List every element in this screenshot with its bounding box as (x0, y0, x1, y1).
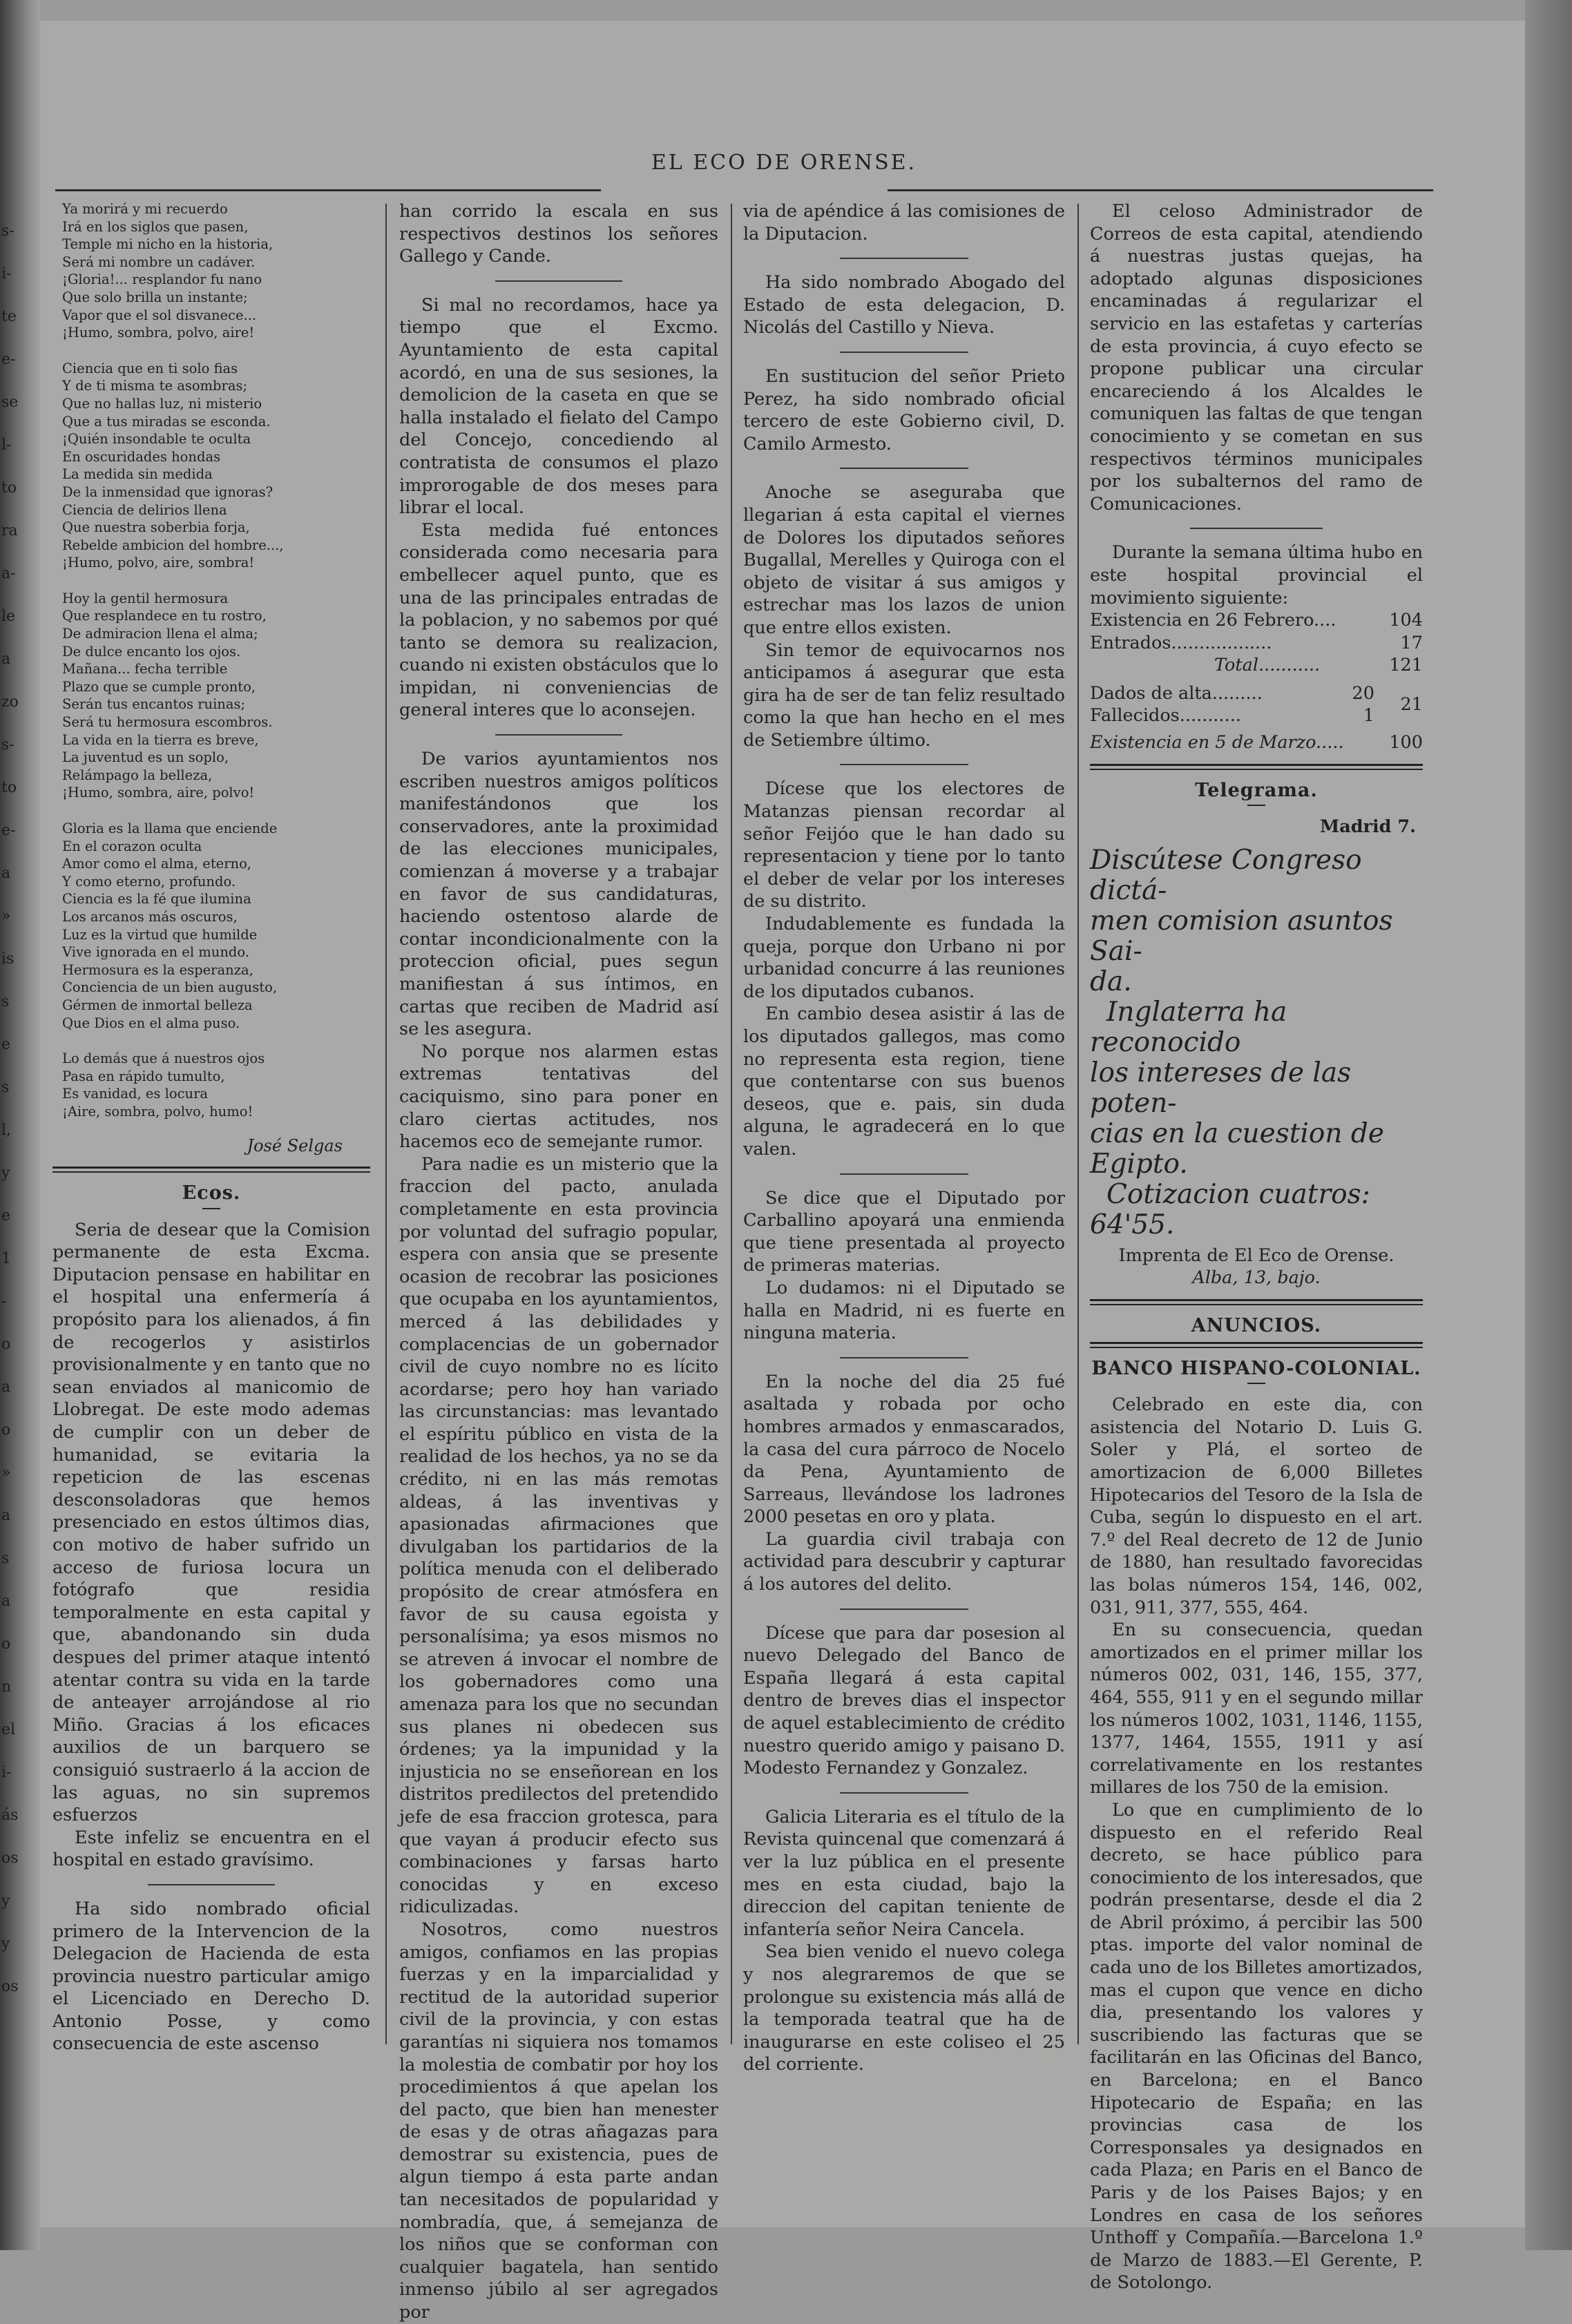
column-1 (52, 200, 370, 2055)
row-value: 104 (1389, 610, 1423, 631)
poem-line: Gloria es la llama que enciende (62, 820, 278, 836)
imprenta-line: Imprenta de El Eco de Orense. (1118, 1245, 1394, 1266)
title-dash (202, 1208, 220, 1209)
poem-line: Ciencia que en ti solo fias (62, 360, 238, 376)
binding-fragment: a (1, 1593, 11, 1610)
advert-paragraph: Celebrado en este dia, con asistencia del Notario D. Luis G. Soler y Plá, el sorteo de amortizacion de 6,000 Billetes Hipotecarios del Tesoro de la Isla de Cuba, según lo dispuesto en el art. 7.º del Real decreto de 12 de Junio de 1880, han resultado favorecidas las bolas números 154, 146, 002, 031, 911, 377, 555, 464. (1090, 1394, 1423, 1618)
column-rule-1 (385, 204, 387, 2044)
poem-line: Pasa en rápido tumulto, (62, 1068, 225, 1084)
binding-fragment: y (1, 1164, 10, 1182)
row-value: 20 (1352, 682, 1374, 704)
binding-fragment: » (1, 907, 11, 925)
article-paragraph: Anoche se aseguraba que llegarian á esta capital el viernes de Dolores los diputados señores Bugallal, Merelles y Quiroga con el objeto de visitar á sus amigos y estrechar mas los lazos de union que entre ellos existen. (743, 482, 1065, 638)
telegrama-body (1090, 845, 1423, 1240)
poem-line: Y de ti misma te asombras; (62, 378, 248, 394)
article-paragraph: El celoso Administrador de Correos de esta capital, atendiendo á nuestras justas quejas, ha adoptado algunas disposiciones encaminadas á regularizar el servicio en las estafetas y carterías de esta provincia, á cuyo efecto se propone publicar una circular encareciendo á los Alcaldes le comuniquen las faltas de que tengan conocimiento y se cometan en sus respectivos términos municipales por los subalternos del ramo de Comunicaciones. (1090, 201, 1423, 515)
binding-fragment: » (1, 1464, 11, 1481)
telegrama-line: Discútese Congreso dictá- (1090, 844, 1362, 906)
binding-fragment: e (1, 1207, 11, 1225)
binding-fragment: to (1, 779, 17, 796)
article-paragraph: Se dice que el Diputado por Carballino apoyará una enmienda que tiene presentada al proyecto de primeras materias. (743, 1187, 1065, 1276)
poem-line: En el corazon oculta (62, 838, 202, 854)
binding-fragment: se (1, 394, 19, 411)
article-separator (495, 280, 623, 282)
article-paragraph: No porque nos alarmen estas extremas tentativas del caciquismo, sino para poner en claro ciertas actitudes, nos hacemos eco de semejante rumor. (399, 1041, 718, 1153)
poem-line: Relámpago la belleza, (62, 767, 213, 783)
article-paragraph: Seria de desear que la Comision permanente de esta Excma. Diputacion pensase en habilitar en el hospital una enfermería á propósito para los alienados, á fin de recogerlos y asistirlos provisionalmente y en tanto que no sean enviados al manicomio de Llobregat. De este modo ademas de cumplir con un deber de humanidad, se evitaria la repeticion de las escenas desconsoladoras que hemos presenciado en estos últimos dias, con motivo de haber sufrido un acceso de furiosa locura un fotógrafo que residia temporalmente en esta capital y que, abandonando sin duda despues del primer ataque intentó atentar contra su vida en la tarde de anteayer arrojándose al rio Miño. Gracias á los eficaces auxilios de un barquero se consiguió sustraerlo á la accion de las aguas, no sin supremos esfuerzos (52, 1219, 370, 1826)
binding-fragment: to (1, 479, 17, 497)
page-edge (1525, 0, 1572, 2250)
poem-line: Rebelde ambicion del hombre..., (62, 537, 284, 553)
poem-line: De admiracion llena el alma; (62, 626, 258, 642)
row-label: Total........... (1214, 655, 1321, 676)
article-paragraph: Durante la semana última hubo en este hospital provincial el movimiento siguiente: (1090, 542, 1423, 608)
binding-fragment: a (1, 865, 11, 882)
column-4 (1090, 200, 1423, 2294)
binding-fragment: e- (1, 822, 16, 839)
article-paragraph: via de apéndice á las comisiones de la Diputacion. (743, 201, 1065, 244)
row-label: Existencia en 5 de Marzo..... (1090, 732, 1344, 753)
article-paragraph: La guardia civil trabaja con actividad para descubrir y capturar á los autores del delito. (743, 1528, 1065, 1595)
binding-fragment: zo (1, 693, 19, 711)
article-paragraph: Para nadie es un misterio que la fraccion del pacto, anulada completamente en esta provincia por voluntad del sufragio popular, espera con ansia que se presente ocasion de recobrar las posiciones que ocupaba en los ayuntamientos, merced á las debilidades y complacencias de un gobernador civil de cuyo nombre no es lícito acordarse; pero hoy han variado las circunstancias: mas levantado el espíritu público en vista de la realidad de los hechos, ya no se da crédito, ni en las más remotas aldeas, á las inventivas y apasionadas afirmaciones que divulgaban los partidarios de la política menuda con el deliberado propósito de crear atmósfera en favor de su causa egoista y personalísima; ya esos mismos no se atreven á invocar el nombre de los gobernadores como una amenaza para los que no secundan sus planes ni obedecen sus órdenes; ya la impunidad y la injusticia no se enseñorean en los distritos predilectos del pretendido jefe de esa fraccion grotesca, para que vayan á producir efecto sus combinaciones y farsas harto conocidas y en exceso ridiculizadas. (399, 1153, 718, 1918)
article-paragraph: Dícese que los electores de Matanzas piensan recordar al señor Feijóo que le han dado su representacion y tiene por lo tanto el deber de velar por los intereses de su distrito. (743, 778, 1065, 912)
stanza-gap (52, 342, 370, 360)
telegrama-line: Inglaterra ha reconocido (1090, 996, 1287, 1058)
binding-fragment: os (1, 1850, 19, 1867)
article-paragraph: Dícese que para dar posesion al nuevo Delegado del Banco de España llegará á esta capital dentro de breves dias el inspector de aquel establecimiento de crédito nuestro querido amigo y paisano D. Modesto Fernandez y Gonzalez. (743, 1622, 1065, 1779)
telegrama-line: da. (1090, 966, 1132, 997)
article-separator (840, 1792, 968, 1794)
poem-line: Ciencia de delirios llena (62, 501, 227, 518)
article-paragraph: Esta medida fué entonces considerada como necesaria para embellecer aquel punto, que es una de las principales entradas de la poblacion, y no sabemos por qué tanto se demora su realizacion, cuando ni existen obstáculos que lo impidan, ni conveniencias de general interes que lo aconsejen. (399, 519, 718, 721)
article-paragraph: Sea bien venido el nuevo colega y nos alegraremos de que se prolongue su existencia más allá de la temporada teatral que ha de inaugurarse en este coliseo el 25 del corriente. (743, 1941, 1065, 2075)
article-separator (840, 258, 968, 259)
binding-fragment: s (1, 993, 10, 1010)
poem-line: Vive ignorada en el mundo. (62, 944, 249, 961)
article-paragraph: En sustitucion del señor Prieto Perez, ha sido nombrado oficial tercero de este Gobierno civil, D. Camilo Armesto. (743, 365, 1065, 454)
binding-fragment: i- (1, 1764, 12, 1781)
poem-line: ¡Humo, sombra, polvo, aire! (62, 325, 255, 341)
article-paragraph: Lo dudamos: ni el Diputado se halla en Madrid, ni es fuerte en ninguna materia. (743, 1277, 1065, 1344)
ecos-title: Ecos. (182, 1182, 241, 1204)
article-separator (840, 352, 968, 353)
article-separator (148, 1884, 275, 1885)
poem-line: ¡Aire, sombra, polvo, humo! (62, 1103, 253, 1120)
poem-line: La juventud es un soplo, (62, 749, 229, 766)
telegrama-line: men comision asuntos Sai- (1090, 905, 1393, 967)
poem-line: Temple mi nicho en la historia, (62, 236, 274, 253)
poem-line: Serán tus encantos ruinas; (62, 696, 246, 713)
poem-line: Que a tus miradas se esconda. (62, 413, 271, 430)
section-rule (1090, 764, 1423, 770)
binding-fragment: a (1, 1507, 11, 1524)
poem-line: Que resplandece en tu rostro, (62, 608, 267, 624)
poem-line: ¡Quién insondable te oculta (62, 431, 251, 448)
title-dash (1247, 1383, 1265, 1384)
binding-fragment: s- (1, 736, 15, 753)
poem-line: De dulce encanto los ojos. (62, 643, 241, 660)
article-separator (495, 734, 623, 736)
poem-line: La medida sin medida (62, 466, 213, 483)
article-paragraph: Indudablemente es fundada la queja, porque don Urbano ni por urbanidad concurre á las reuniones de los diputados cubanos. (743, 914, 1065, 1002)
telegrama-line: los intereses de las poten- (1090, 1057, 1352, 1119)
article-paragraph: Ha sido nombrado Abogado del Estado de esta delegacion, D. Nicolás del Castillo y Nieva. (743, 272, 1065, 338)
poem-line: ¡Humo, sombra, aire, polvo! (62, 785, 255, 801)
article-separator (840, 1608, 968, 1610)
binding-fragment: s (1, 1079, 10, 1096)
binding-fragment: l- (1, 436, 12, 454)
article-paragraph: Sin temor de equivocarnos nos anticipamos á asegurar que esta gira ha de ser de tan feliz resultado como la que han hecho en el mes de Setiembre último. (743, 640, 1065, 751)
article-separator (840, 1357, 968, 1358)
hospital-table (1090, 609, 1423, 754)
binding-fragment: n (1, 1678, 12, 1696)
telegrama-title: Telegrama. (1195, 779, 1318, 801)
column-3 (743, 200, 1065, 2076)
binding-fragment: i- (1, 265, 12, 282)
telegrama-line: cias en la cuestion de Egipto. (1090, 1117, 1384, 1180)
binding-fragment: y (1, 1892, 10, 1910)
column-rule-3 (1077, 204, 1079, 2044)
advert-paragraph: En su consecuencia, quedan amortizados en el primer millar los números 002, 031, 146, 155, 377, 464, 555, 911 y en el segundo millar los números 1002, 1031, 1146, 1155, 1377, 1464, 1555, 1911 y así correlativamente en los restantes millares de los 750 de la emision. (1090, 1620, 1423, 1798)
binding-fragment: os (1, 1978, 19, 1995)
row-label: Dados de alta......... (1090, 682, 1263, 704)
binding-fragment: ra (1, 522, 18, 539)
row-label: Fallecidos........... (1090, 705, 1241, 727)
poem-line: ¡Gloria!... resplandor fu nano (62, 271, 262, 288)
section-rule (1090, 1342, 1423, 1348)
article-paragraph: Este infeliz se encuentra en el hospital en estado gravísimo. (52, 1827, 370, 1871)
binding-fragment: a (1, 651, 11, 668)
poem-line: Amor como el alma, eterno, (62, 856, 252, 872)
poem-line: Que nuestra soberbia forja, (62, 519, 250, 536)
poem-line: Irá en los siglos que pasen, (62, 218, 249, 235)
poem-line: Será mi nombre un cadáver. (62, 253, 256, 270)
poem-line: En oscuridades hondas (62, 448, 221, 465)
row-value: 21 (1400, 694, 1423, 716)
section-rule (1090, 1299, 1423, 1305)
article-separator (840, 1173, 968, 1175)
poem-line: Hermosura es la esperanza, (62, 961, 253, 978)
binding-fragment: s- (1, 222, 15, 240)
poem-line: Gérmen de inmortal belleza (62, 997, 253, 1013)
poem-line: La vida en la tierra es breve, (62, 731, 259, 748)
poem-line: Conciencia de un bien augusto, (62, 979, 278, 996)
binding-fragment: a- (1, 565, 16, 582)
poem-line: Mañana... fecha terrible (62, 661, 228, 678)
poem-line: Que no hallas luz, ni misterio (62, 395, 262, 412)
poem-line: Plazo que se cumple pronto, (62, 678, 256, 695)
binding-fragment: a (1, 1379, 11, 1396)
poem-line: Será tu hermosura escombros. (62, 714, 273, 731)
article-paragraph: Nosotros, como nuestros amigos, confiamos en las propias fuerzas y en la imparcialidad y rectitud de la autoridad superior civil de la provincia, y con estas garantías ni siquiera nos tomamos la molestia de combatir por hoy los procedimientos á que apelan los del pacto, que bien han menester de esas y de otras añagazas para demostrar su existencia, pues de algun tiempo á esta parte andan tan necesitados de popularidad y nombradía, que, á semejanza de los niños que se conforman con cualquier bagatela, han sentido inmenso júbilo al ser agregados por (399, 1919, 718, 2323)
article-paragraph: Si mal no recordamos, hace ya tiempo que el Excmo. Ayuntamiento de esta capital acordó, en una de sus sesiones, la demolicion de la caseta en que se halla instalado el fielato del Campo del Concejo, concediendo al contratista de consumos el plazo improrogable de dos meses para librar el local. (399, 294, 718, 519)
poem (52, 200, 370, 1121)
article-paragraph: han corrido la escala en sus respectivos destinos los señores Gallego y Cande. (399, 201, 718, 267)
anuncios-title: ANUNCIOS. (1191, 1315, 1322, 1337)
poem-line: Que Dios en el alma puso. (62, 1015, 240, 1031)
binding-fragment: o (1, 1421, 11, 1439)
poem-line: Lo demás que á nuestros ojos (62, 1050, 265, 1067)
binding-fragment: y (1, 1935, 10, 1952)
binding-fragment: el (1, 1721, 16, 1738)
row-label: Entrados.................. (1090, 632, 1272, 653)
poem-line: Y como eterno, profundo. (62, 873, 236, 890)
binding-fragment: l, (1, 1122, 12, 1139)
binding-fragment: s (1, 1550, 10, 1567)
row-value: 17 (1400, 632, 1423, 653)
row-value: 1 (1363, 705, 1374, 727)
header-rule-left (55, 189, 601, 191)
article-paragraph: En cambio desea asistir á las de los diputados gallegos, mas como no representa esta region, tiene que contentarse con sus buenos deseos, que e. pais, sin duda alguna, le agradecerá en lo que valen. (743, 1003, 1065, 1160)
telegrama-place: Madrid 7. (1319, 816, 1416, 838)
binding-fragment: le (1, 608, 16, 625)
column-2 (399, 200, 718, 2324)
title-dash (1247, 805, 1265, 806)
poem-line: Luz es la virtud que humilde (62, 926, 258, 943)
poem-line: ¡Humo, polvo, aire, sombra! (62, 555, 255, 571)
poem-signature: José Selgas (247, 1135, 343, 1155)
binding-fragment: e (1, 1036, 11, 1053)
binding-fragment: o (1, 1635, 11, 1653)
poem-line: Hoy la gentil hermosura (62, 590, 229, 606)
article-paragraph: De varios ayuntamientos nos escriben nuestros amigos políticos manifestándonos que los conservadores, ante la proximidad de las elecciones municipales, comienzan á moverse y a trabajar en favor de sus candidaturas, haciendo ostentoso alarde de contar incondicionalmente con la proteccion oficial, pues segun manifiestan á sus íntimos, en cartas que reciben de Madrid así se les asegura. (399, 749, 718, 1040)
article-separator (1190, 528, 1323, 529)
section-rule (52, 1166, 370, 1173)
stanza-gap (52, 572, 370, 590)
poem-line: Ciencia es la fé que ilumina (62, 891, 251, 907)
row-label: Existencia en 26 Febrero.... (1090, 610, 1336, 631)
row-value: 121 (1389, 655, 1423, 676)
article-separator (840, 468, 968, 469)
binding-fragment: te (1, 308, 17, 325)
poem-line: Es vanidad, es locura (62, 1086, 209, 1102)
binding-fragment: is (1, 950, 15, 968)
banco-title: BANCO HISPANO-COLONIAL. (1091, 1357, 1421, 1379)
row-value: 100 (1389, 732, 1423, 753)
binding-fragment: o (1, 1336, 11, 1353)
binding-fragment: ás (1, 1807, 19, 1824)
header-rule-right (888, 189, 1433, 191)
column-rule-2 (731, 204, 732, 2044)
binding-fragment: - (1, 1293, 7, 1310)
article-paragraph: En la noche del dia 25 fué asaltada y robada por ocho hombres armados y enmascarados, la casa del cura párroco de Nocelo da Pena, Ayuntamiento de Sarreaus, llevándose los ladrones 2000 pesetas en oro y plata. (743, 1371, 1065, 1528)
telegrama-line: Cotizacion cuatros: 64'55. (1090, 1178, 1370, 1240)
poem-line: Los arcanos más oscuros, (62, 908, 238, 925)
binding-fragment: 1 (1, 1250, 11, 1267)
advert-paragraph: Lo que en cumplimiento de lo dispuesto en el referido Real decreto, se hace público para conocimiento de los interesados, que podrán presentarse, desde el dia 2 de Abril próximo, á percibir las 500 ptas. importe del valor nominal de cada uno de los Billetes amortizados, mas el cupon que vence en dicho dia, presentando los valores y suscribiendo las facturas que se facilitarán en las Oficinas del Banco, en Barcelona; en el Banco Hipotecario de España; en las provincias casa de los Corresponsales ya designados en cada Plaza; en Paris en el Banco de Paris y de los Paises Bajos; y en Londres en casa de los señores Unthoff y Compañía.—Barcelona 1.º de Marzo de 1883.—El Gerente, P. de Sotolongo. (1090, 1799, 1423, 2294)
binding-fragment: e- (1, 351, 16, 368)
poem-line: Que solo brilla un instante; (62, 289, 248, 305)
stanza-gap (52, 802, 370, 820)
poem-line: Vapor que el sol disvanece... (62, 307, 257, 323)
poem-line: De la inmensidad que ignoras? (62, 483, 274, 500)
stanza-gap (52, 1032, 370, 1050)
article-separator (840, 764, 968, 765)
article-paragraph: Ha sido nombrado oficial primero de la Intervencion de la Delegacion de Hacienda de esta provincia nuestro particular amigo el Licenciado en Derecho D. Antonio Posse, y como consecuencia de este ascenso (52, 1898, 370, 2055)
masthead: EL ECO DE ORENSE. (651, 151, 917, 175)
poem-line: Ya morirá y mi recuerdo (62, 201, 228, 217)
article-paragraph: Galicia Literaria es el título de la Revista quincenal que comenzará á ver la luz pública en el presente mes en esta ciudad, bajo la direccion del capitan teniente de infantería señor Neira Cancela. (743, 1806, 1065, 1940)
imprenta-address: Alba, 13, bajo. (1192, 1267, 1321, 1289)
